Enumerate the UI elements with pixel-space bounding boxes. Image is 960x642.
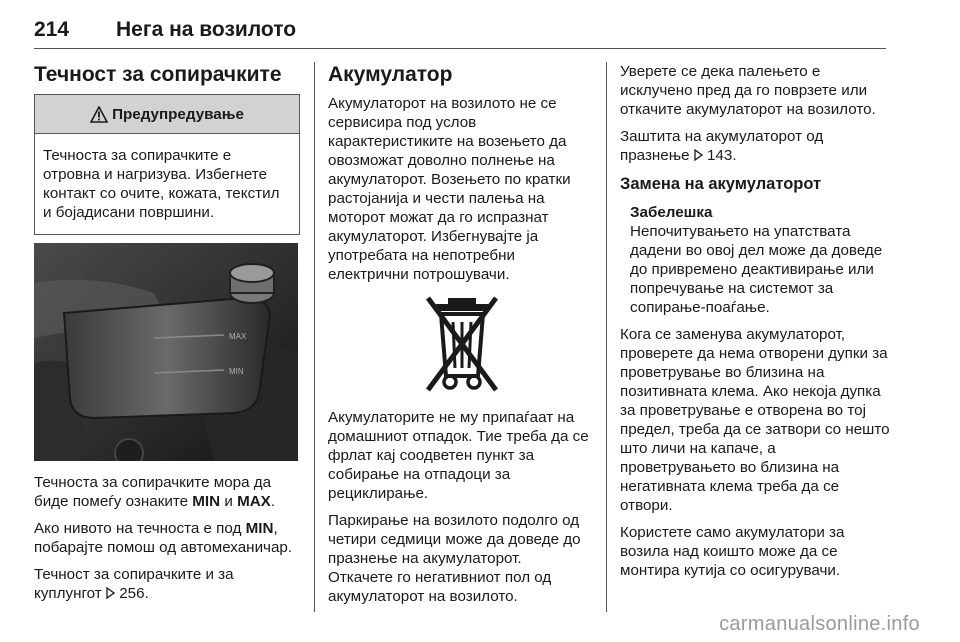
column-divider-2 <box>606 62 607 612</box>
photo-min-mark: MIN <box>229 367 244 376</box>
subsection-title-battery-replacement: Замена на акумулаторот <box>620 175 822 193</box>
paragraph-vent-holes: Кога се заменува акумулаторот, проверете да нема отворени дупки за проветрување во близина на позитивната клема. Ако некоја дупка за проветрување е отворена во тој предел, треба да се затвори со нешто што личи на капаче, а проветрувањето во близина на негативната клема треба да се отвори. <box>620 326 890 514</box>
column-3 <box>620 62 890 588</box>
page-reference-arrow-icon <box>694 149 703 161</box>
paragraph-ignition-off: Уверете се дека палењето е исклучено пред да го поврзете или откачите акумулаторот на возилото. <box>620 63 876 118</box>
warning-header <box>35 95 299 134</box>
paragraph-parking-discharge: Паркирање на возилото подолго од четири седмици може да доведе до празнење на акумулаторот. <box>328 512 581 567</box>
column-2 <box>328 62 596 614</box>
note-title: Забелешка <box>630 204 713 221</box>
page-reference-arrow-icon <box>106 587 115 599</box>
column-divider-1 <box>314 62 315 612</box>
min-mark-text: MIN <box>245 520 274 537</box>
text-run: . <box>144 585 149 602</box>
page-reference-number[interactable]: 143 <box>706 147 733 164</box>
warning-label: Предупредување <box>112 105 244 123</box>
text-run: Течноста за сопирачките мора да биде помеѓу ознаките <box>34 474 272 510</box>
warning-box <box>34 94 300 235</box>
text-run: . <box>732 147 737 164</box>
text-run: . <box>270 493 276 510</box>
text-run: Ако нивото на течноста е под <box>34 520 246 537</box>
paragraph-discharge-protection <box>620 127 890 165</box>
page-reference-number[interactable]: 256 <box>119 585 145 602</box>
paragraph-battery-disposal: Акумулаторите не му припаѓаат на домашниот отпадок. Тие треба да се фрлат кај соодветен пункт за собирање на отпадоци за рециклирање. <box>328 409 589 502</box>
paragraph-disconnect-negative: Откачете го негативниот пол од акумулаторот на возилото. <box>328 569 552 605</box>
section-title-brake-fluid: Течност за сопирачките <box>34 63 282 86</box>
photo-max-mark: MAX <box>229 332 247 341</box>
brake-fluid-reservoir-photo <box>34 243 298 461</box>
warning-text: Течноста за сопирачките е отровна и нагризува. Избегнете контакт со очите, кожата, текстил и бојадисани површини. <box>43 147 280 221</box>
text-run: , побарајте помош од автомеханичар. <box>34 520 293 556</box>
crossed-out-bin-icon <box>422 292 502 396</box>
paragraph-fuse-box: Користете само акумулатори за возила над коишто може да се монтира кутија со осигурувачи. <box>620 524 845 579</box>
paragraph-clutch-fluid <box>34 565 302 603</box>
warning-triangle-icon <box>90 106 108 123</box>
page-number: 214 <box>34 18 70 41</box>
column-1 <box>34 62 302 611</box>
page-header <box>34 12 886 49</box>
paragraph-battery-charging: Акумулаторот на возилото не се сервисира под услов карактеристиките на возењето да овозможат доволно полнење на акумулаторот. Возењето по кратки растојанија и чести палења на моторот можат да го испразнат акумулаторот. Избегнувајте ја употребата на непотребни електрични потрошувачи. <box>328 95 571 283</box>
text-run: Течност за сопирачките и за куплунгот <box>34 566 234 602</box>
paragraph-level-marks <box>34 473 302 511</box>
chapter-title: Нега на возилото <box>116 18 297 41</box>
section-title-battery: Акумулатор <box>328 63 453 86</box>
note-text: Непочитувањето на упатствата дадени во овој дел може да доведе до привремено деактивирање или попречување на системот за сопирање-поаѓање. <box>630 223 883 316</box>
max-mark-text: MAX <box>237 493 271 510</box>
min-mark-text: MIN <box>192 493 221 510</box>
text-run: Заштита на акумулаторот од празнење <box>620 128 824 164</box>
watermark: carmanualsonline.info <box>719 613 920 635</box>
note-box <box>620 203 890 317</box>
text-run: и <box>220 493 238 510</box>
paragraph-below-min <box>34 519 302 557</box>
